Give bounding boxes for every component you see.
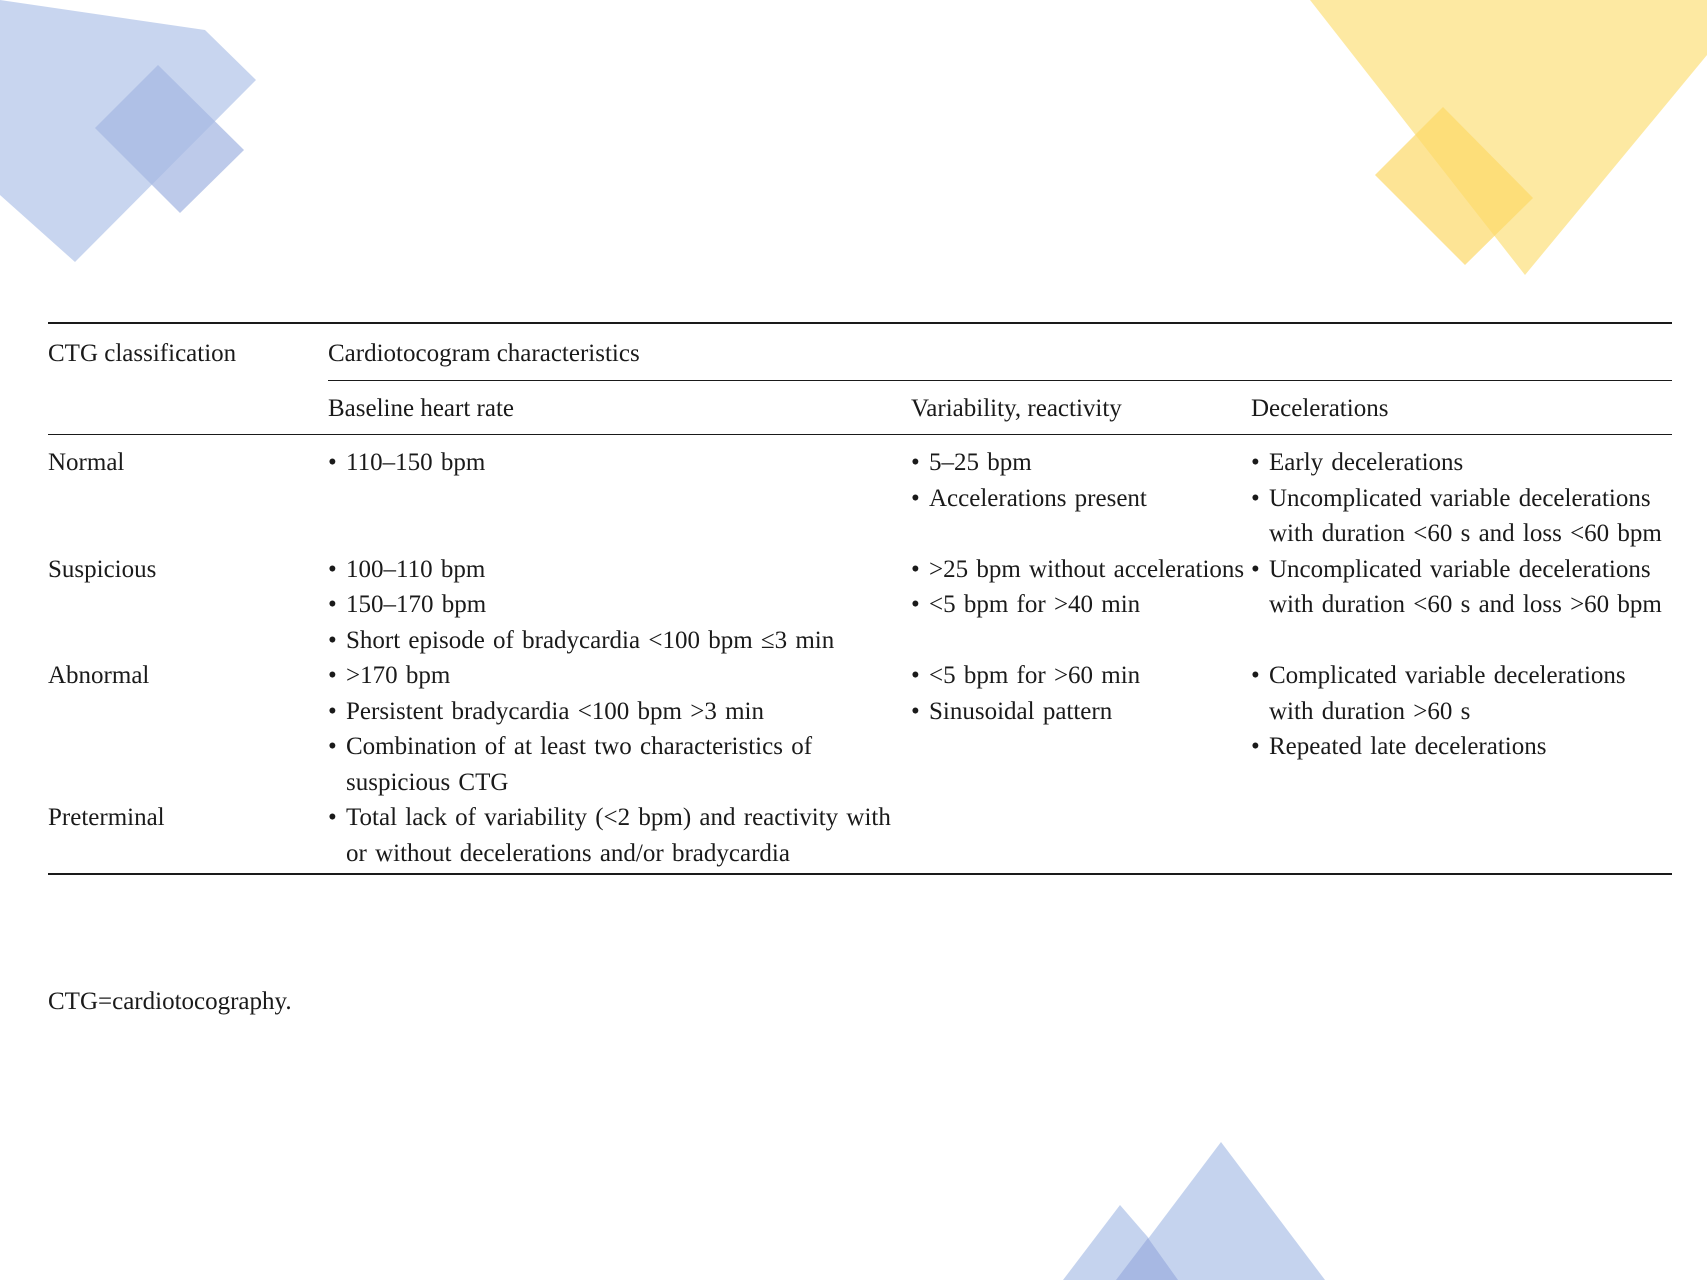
table-footnote: CTG=cardiotocography.: [48, 988, 292, 1015]
cell-variability: [911, 552, 1251, 659]
table-row: [48, 658, 1672, 800]
ctg-classification-table: [48, 322, 1672, 875]
decelerations-item: • Uncomplicated variable decelerations with duration <60 s and loss >60 bpm: [1251, 552, 1672, 623]
table-row: [48, 552, 1672, 659]
decelerations-list: [1251, 552, 1672, 623]
variability-item: • Sinusoidal pattern: [911, 694, 1251, 730]
baseline-item: • Persistent bradycardia <100 bpm >3 min: [328, 694, 911, 730]
header-decelerations: Decelerations: [1251, 380, 1672, 435]
decelerations-list: [1251, 445, 1672, 552]
variability-item: • 5–25 bpm: [911, 445, 1251, 481]
baseline-item: • Short episode of bradycardia <100 bpm ≤3 min: [328, 623, 911, 659]
baseline-item: • Total lack of variability (<2 bpm) and reactivity with or without decelerations and/or bradycardia: [328, 800, 911, 871]
baseline-item: • >170 bpm: [328, 658, 911, 694]
baseline-list: [328, 800, 911, 871]
row-classification-label: Suspicious: [48, 555, 157, 583]
decelerations-item: • Complicated variable decelerations with duration >60 s: [1251, 658, 1672, 729]
cell-baseline: [328, 800, 911, 874]
table-header-row: [48, 323, 1672, 380]
decelerations-item: • Repeated late decelerations: [1251, 729, 1672, 765]
cell-baseline: [328, 658, 911, 800]
header-empty-cell: [48, 380, 328, 435]
baseline-item: • 110–150 bpm: [328, 445, 911, 481]
row-classification-label: Abnormal: [48, 662, 150, 689]
decelerations-list: [1251, 658, 1672, 765]
table-subheader-row: [48, 380, 1672, 435]
variability-list: [911, 552, 1251, 623]
variability-list: [911, 658, 1251, 729]
cell-decelerations: [1251, 552, 1672, 659]
cell-decelerations: [1251, 435, 1672, 552]
row-classification-label: Preterminal: [48, 800, 328, 874]
row-classification-label: Normal: [48, 449, 125, 476]
decelerations-item: • Uncomplicated variable decelerations with duration <60 s and loss <60 bpm: [1251, 481, 1672, 552]
decor-bottom: [1063, 1142, 1325, 1280]
variability-item: • >25 bpm without accelerations: [911, 552, 1251, 588]
table-body: [48, 435, 1672, 875]
cell-variability: [911, 435, 1251, 552]
baseline-item: • Combination of at least two characteristics of suspicious CTG: [328, 729, 911, 800]
cell-variability: [911, 800, 1251, 874]
baseline-item: • 150–170 bpm: [328, 587, 911, 623]
cell-decelerations: [1251, 800, 1672, 874]
header-cardiotocogram-characteristics: Cardiotocogram characteristics: [328, 323, 1672, 380]
header-baseline-heart-rate: Baseline heart rate: [328, 380, 911, 435]
cell-variability: [911, 658, 1251, 800]
table-row: [48, 435, 1672, 552]
decelerations-item: • Early decelerations: [1251, 445, 1672, 481]
header-ctg-classification: CTG classification: [48, 323, 328, 380]
variability-item: • <5 bpm for >60 min: [911, 658, 1251, 694]
table-row: [48, 800, 1672, 874]
variability-list: [911, 445, 1251, 516]
variability-item: • <5 bpm for >40 min: [911, 587, 1251, 623]
header-variability-reactivity: Variability, reactivity: [911, 380, 1251, 435]
variability-item: • Accelerations present: [911, 481, 1251, 517]
baseline-list: [328, 445, 911, 481]
baseline-list: [328, 658, 911, 800]
decor-top-left: [0, 0, 256, 262]
cell-decelerations: [1251, 658, 1672, 800]
baseline-item: • 100–110 bpm: [328, 552, 911, 588]
cell-baseline: [328, 435, 911, 552]
cell-baseline: [328, 552, 911, 659]
baseline-list: [328, 552, 911, 659]
decor-top-right: [1310, 0, 1707, 275]
